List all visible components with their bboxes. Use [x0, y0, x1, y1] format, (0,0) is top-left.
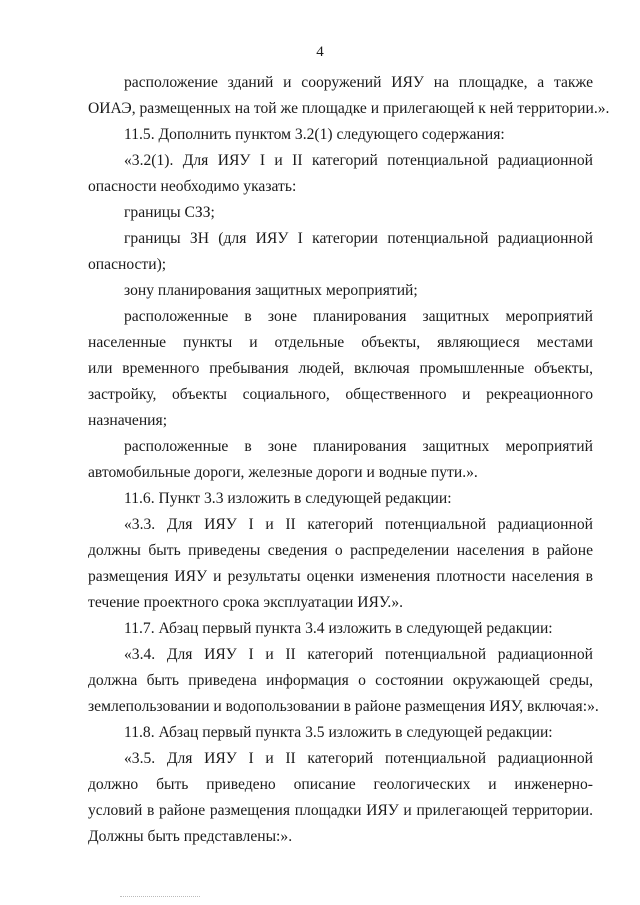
text-line: расположение зданий и сооружений ИЯУ на площадке, а также	[124, 74, 593, 91]
text-line: «3.3. Для ИЯУ I и II категорий потенциальной радиационной	[124, 516, 593, 533]
text-line: «3.5. Для ИЯУ I и II категорий потенциальной радиационной	[124, 750, 593, 767]
text-line: расположенные в зоне планирования защитных мероприятий	[124, 438, 593, 455]
text-line: 11.6. Пункт 3.3 изложить в следующей редакции:	[124, 490, 452, 507]
text-line: границы СЗЗ;	[124, 204, 215, 221]
text-line: расположенные в зоне планирования защитных мероприятий	[124, 308, 593, 325]
text-block	[88, 70, 610, 850]
text-line: 11.7. Абзац первый пункта 3.4 изложить в следующей редакции:	[124, 620, 553, 637]
text-line: ОИАЭ, размещенных на той же площадке и прилегающей к ней территории.».	[88, 100, 610, 117]
text-line: размещения ИЯУ и результаты оценки изменения плотности населения в	[88, 568, 593, 585]
text-line: землепользовании и водопользовании в районе размещения ИЯУ, включая:».	[88, 698, 599, 715]
text-line: Должны быть представлены:».	[88, 828, 293, 845]
text-line: «3.4. Для ИЯУ I и II категорий потенциальной радиационной	[124, 646, 593, 663]
text-line: опасности необходимо указать:	[88, 178, 297, 195]
scan-artifact	[120, 896, 200, 899]
text-line: должны быть приведены сведения о распределении населения в районе	[88, 542, 593, 559]
text-line: опасности);	[88, 256, 167, 273]
text-line: автомобильные дороги, железные дороги и водные пути.».	[88, 464, 478, 481]
text-line: условий в районе размещения площадки ИЯУ и прилегающей территории.	[88, 802, 593, 819]
text-line: 11.8. Абзац первый пункта 3.5 изложить в следующей редакции:	[124, 724, 553, 741]
text-line: должна быть приведена информация о состоянии окружающей среды,	[88, 672, 593, 689]
text-line: назначения;	[88, 412, 168, 429]
text-line: населенные пункты и отдельные объекты, являющиеся местами	[88, 334, 593, 351]
page-number: 4	[316, 44, 324, 60]
text-line: границы ЗН (для ИЯУ I категории потенциальной радиационной	[124, 230, 593, 247]
text-line: зону планирования защитных мероприятий;	[124, 282, 418, 299]
text-line: должно быть приведено описание геологических и инженерно-	[88, 776, 593, 793]
text-line: «3.2(1). Для ИЯУ I и II категорий потенциальной радиационной	[124, 152, 593, 169]
text-line: или временного пребывания людей, включая промышленные объекты,	[88, 360, 593, 377]
text-line: 11.5. Дополнить пунктом 3.2(1) следующего содержания:	[124, 126, 505, 143]
text-line: застройку, объекты социального, общественного и рекреационного	[88, 386, 593, 403]
text-line: течение проектного срока эксплуатации ИЯУ.».	[88, 594, 404, 611]
document-body	[88, 70, 610, 850]
